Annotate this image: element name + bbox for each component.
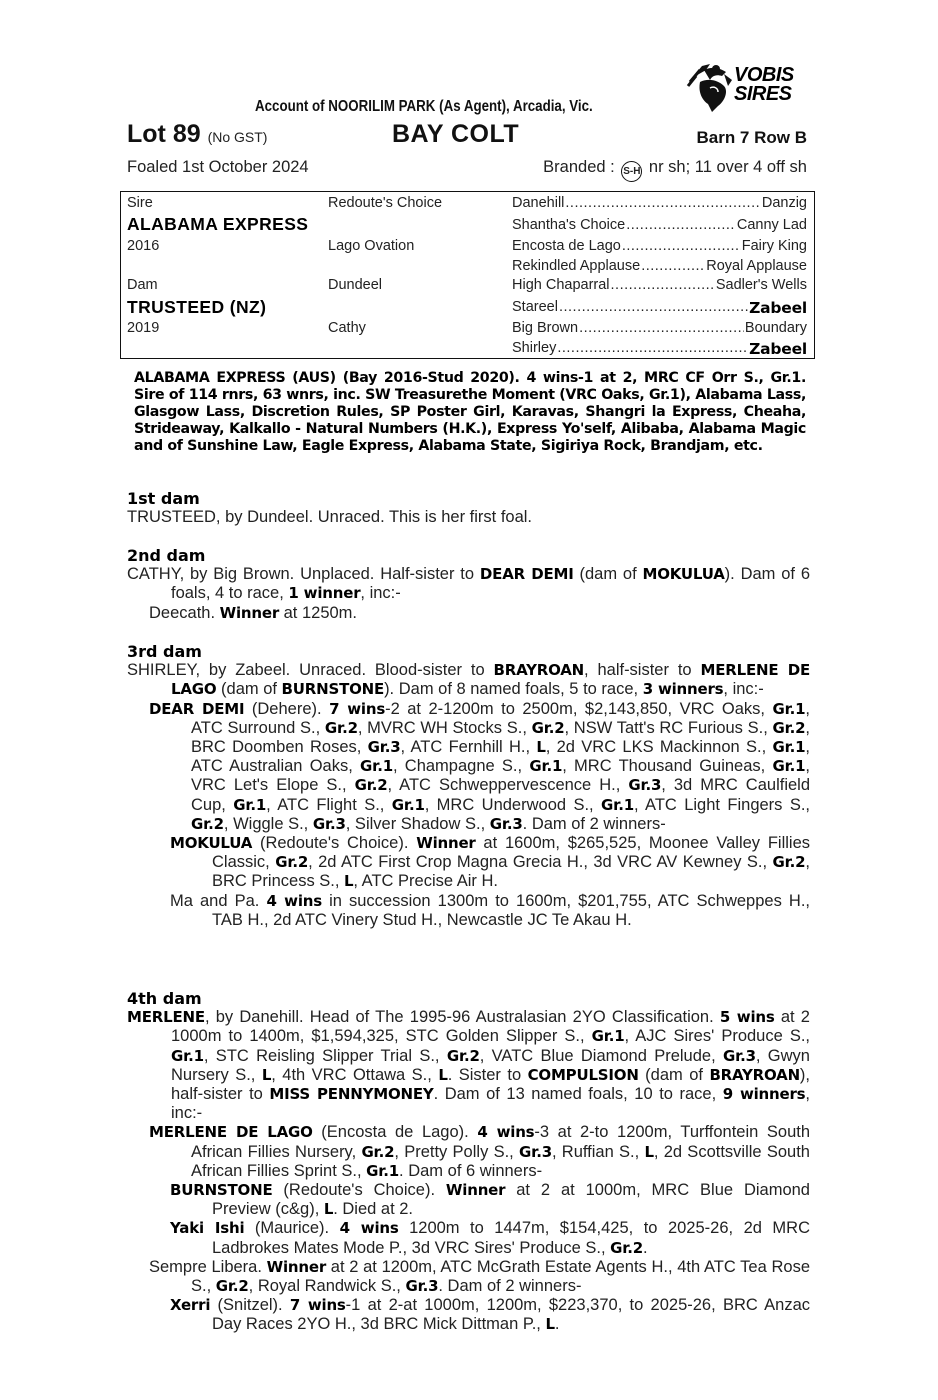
bold-run: MOKULUA bbox=[170, 834, 253, 853]
text-run: (Snitzel). bbox=[210, 1296, 290, 1315]
bold-run: Gr.1 bbox=[772, 757, 806, 776]
bold-run: Gr.1 bbox=[772, 699, 806, 718]
bold-run: Gr.1 bbox=[601, 795, 634, 814]
pedigree-table bbox=[120, 191, 815, 359]
grandparent-row: Shantha's Choice ..... Canny Lad bbox=[512, 217, 807, 233]
text-run: , Champagne S., bbox=[392, 757, 530, 776]
text-run: , ATC Flight S., bbox=[266, 795, 392, 814]
bold-run: Gr.2 bbox=[324, 718, 358, 737]
text-run: Deecath. bbox=[149, 603, 220, 622]
text-run: at 1250m. bbox=[279, 603, 358, 622]
section-heading: 2nd dam bbox=[127, 546, 206, 565]
gst-note: (No GST) bbox=[207, 129, 268, 145]
dam-year: 2019 bbox=[127, 320, 160, 336]
bold-run: Gr.1 bbox=[233, 795, 267, 814]
text-run: (Encosta de Lago). bbox=[312, 1123, 478, 1142]
bold-run: MISS PENNYMONEY bbox=[269, 1085, 434, 1104]
second-dam-text bbox=[127, 565, 810, 603]
bold-run: Gr.1 bbox=[360, 757, 393, 776]
text-run: Ma and Pa. bbox=[170, 891, 267, 910]
first-dam-section bbox=[127, 489, 810, 527]
bold-run: Gr.1 bbox=[591, 1027, 625, 1046]
progeny-entry bbox=[127, 834, 810, 892]
lot-header bbox=[127, 120, 807, 152]
text-run: in succession 1300m to 1600m, $201,755, ATC Schweppes H., TAB H., 2d ATC Vinery Stud H., Newcastle JC Te Akau H. bbox=[212, 891, 810, 929]
bold-run: Winner bbox=[416, 834, 476, 853]
bold-run: BURNSTONE bbox=[170, 1181, 273, 1200]
bold-run: 7 wins bbox=[329, 699, 386, 718]
text-run: . Dam of 13 named foals, 10 to race, bbox=[433, 1085, 723, 1104]
text-run: . Dam of 6 winners- bbox=[399, 1161, 543, 1180]
branded-detail: nr sh; 11 over 4 off sh bbox=[648, 158, 807, 176]
bold-run: Gr.3 bbox=[489, 814, 523, 833]
text-run: at 2 at 1200m, ATC McGrath Estate Agents H., 4th ATC Tea Rose S., bbox=[191, 1257, 810, 1296]
bold-run: 7 wins bbox=[289, 1296, 346, 1315]
text-run: 1200m to 1447m, $154,425, to 2025-26, 2d MRC Ladbrokes Mates Mode P., 3d VRC Sires' Produce S., bbox=[212, 1219, 810, 1257]
progeny-entry bbox=[127, 604, 810, 623]
sire-name: ALABAMA EXPRESS bbox=[127, 214, 309, 234]
grandparent-row: Danehill ..... Danzig bbox=[512, 195, 807, 211]
bold-run: Xerri bbox=[170, 1296, 211, 1315]
text-run: , MRC Thousand Guineas, bbox=[562, 757, 773, 776]
text-run: ). Dam of 6 foals, 4 to race, bbox=[171, 565, 810, 603]
horse-rider-icon bbox=[686, 60, 736, 115]
dam-name: TRUSTEED (NZ) bbox=[127, 297, 267, 317]
text-run: ). Dam of 8 named foals, 5 to race, bbox=[384, 680, 643, 699]
bold-run: L bbox=[344, 872, 354, 891]
sire-year: 2016 bbox=[127, 238, 160, 254]
section-heading: 4th dam bbox=[127, 989, 202, 1008]
text-run: , inc:- bbox=[171, 1085, 811, 1123]
text-run: -1 at 2-at 1000m, 1200m, $223,370, to 2025-26, BRC Anzac Day Races 2YO H., 3d BRC Mick Dittman P., bbox=[212, 1296, 810, 1334]
dam-dam: Cathy bbox=[328, 320, 366, 336]
grandparent-row: Stareel ..... Zabeel bbox=[512, 299, 807, 317]
progeny-entry bbox=[127, 700, 810, 834]
bold-run: Gr.3 bbox=[312, 814, 346, 833]
bold-run: Gr.2 bbox=[215, 1277, 249, 1296]
text-run: , 3d MRC Caulfield Cup, bbox=[191, 776, 810, 814]
text-run: , by Danehill. Head of The 1995-96 Australasian 2YO Classification. bbox=[204, 1008, 720, 1027]
text-run: , AJC Sires' Produce S., bbox=[624, 1027, 811, 1046]
bold-run: Gr.2 bbox=[361, 1142, 395, 1161]
lot-number bbox=[127, 120, 267, 149]
sire-dam: Lago Ovation bbox=[328, 238, 415, 254]
bold-run: Gr.1 bbox=[171, 1046, 204, 1065]
text-run: , Ruffian S., bbox=[551, 1142, 645, 1161]
text-run: CATHY, by Big Brown. Unplaced. Half-sister to bbox=[127, 565, 480, 584]
dam-label: Dam bbox=[127, 277, 158, 293]
bold-run: 5 wins bbox=[719, 1008, 775, 1027]
text-run: . bbox=[554, 1315, 560, 1334]
progeny-entry bbox=[127, 1258, 810, 1296]
text-run: , BRC Doomben Roses, bbox=[191, 718, 810, 757]
sire-summary: ALABAMA EXPRESS (AUS) (Bay 2016-Stud 2020). 4 wins-1 at 2, MRC CF Orr S., Gr.1. Sire of 114 rnrs, 63 wnrs, inc. SW Treasurethe Moment (VRC Oaks, Gr.1), Alabama Lass, Glasgow Lass, Discretion Rules, SP Poster Girl, Karavas, Shangri la Express, Cheaha, Strideaway, Kalkallo - Natural Numbers (H.K.), Express Yo'self, Alibaba, Alabama Magic and of Sunshine Law, Eagle Express, Alabama State, Sigiriya Rock, Brandjam, etc. bbox=[134, 370, 806, 454]
bold-run: Gr.1 bbox=[366, 1161, 400, 1180]
progeny-entry bbox=[127, 892, 810, 930]
grandparent-row: Big Brown ..... Boundary bbox=[512, 320, 807, 336]
text-run: , 2d Scottsville South African Fillies Sprint S., bbox=[191, 1142, 810, 1180]
sire-sire: Redoute's Choice bbox=[328, 195, 443, 211]
bold-run: L bbox=[261, 1065, 272, 1084]
bold-run: BRAYROAN bbox=[493, 661, 585, 680]
text-run: , Wiggle S., bbox=[223, 814, 313, 833]
dam-sire: Dundeel bbox=[328, 277, 383, 293]
text-run: , 4th VRC Ottawa S., bbox=[271, 1065, 439, 1084]
text-run: , VRC Let's Elope S., bbox=[191, 757, 810, 795]
bold-run: Gr.2 bbox=[772, 853, 806, 872]
third-dam-section bbox=[127, 642, 810, 930]
text-run: (Dehere). bbox=[244, 699, 330, 718]
text-run: . bbox=[643, 1238, 648, 1257]
logo-text-sires: SIRES bbox=[734, 83, 792, 105]
progeny-entry bbox=[127, 1296, 810, 1334]
text-run: . Dam of 2 winners- bbox=[522, 814, 666, 833]
text-run: , MVRC WH Stocks S., bbox=[357, 718, 532, 737]
text-run: , Royal Randwick S., bbox=[248, 1277, 406, 1296]
text-run: , NSW Tatt's RC Furious S., bbox=[564, 718, 773, 737]
text-run: . Dam of 2 winners- bbox=[438, 1277, 582, 1296]
text-run: at 1600m, $265,525, Moonee Valley Fillies Classic, bbox=[212, 834, 810, 872]
bold-run: Gr.2 bbox=[446, 1046, 480, 1065]
bold-run: MERLENE DE LAGO bbox=[171, 661, 810, 699]
bold-run: 4 wins bbox=[339, 1219, 399, 1238]
text-run: -3 at 2-to 1200m, Turffontein South African Fillies Nursery, bbox=[191, 1123, 811, 1161]
bold-run: BRAYROAN bbox=[709, 1065, 800, 1084]
text-run: , Gwyn Nursery S., bbox=[171, 1046, 810, 1084]
horse-description: BAY COLT bbox=[392, 120, 520, 148]
bold-run: 9 winners bbox=[722, 1085, 806, 1104]
foaled-date: Foaled 1st October 2024 bbox=[127, 158, 309, 176]
text-run: (Redoute's Choice). bbox=[252, 834, 417, 853]
text-run: (dam of bbox=[216, 680, 282, 699]
sire-label: Sire bbox=[127, 195, 153, 211]
barn-location: Barn 7 Row B bbox=[696, 128, 807, 147]
first-dam-text: TRUSTEED, by Dundeel. Unraced. This is her first foal. bbox=[127, 508, 533, 527]
text-run: . Died at 2. bbox=[333, 1200, 414, 1219]
text-run: -2 at 2-1200m to 2500m, $2,143,850, VRC Oaks, bbox=[385, 699, 773, 718]
bold-run: Gr.2 bbox=[531, 718, 565, 737]
bold-run: Winner bbox=[266, 1257, 327, 1276]
bold-run: Gr.2 bbox=[610, 1238, 644, 1257]
text-run: , Pretty Polly S., bbox=[394, 1142, 520, 1161]
bold-run: Winner bbox=[445, 1181, 506, 1200]
text-run: at 2 1000m to 1400m, $1,594,325, STC Golden Slipper S., bbox=[171, 1008, 810, 1046]
text-run: , inc:- bbox=[723, 680, 764, 699]
progeny-entry bbox=[127, 1181, 810, 1219]
text-run: , ATC Fernhill H., bbox=[400, 738, 537, 757]
vendor-account: Account of NOORILIM PARK (As Agent), Arcadia, Vic. bbox=[255, 98, 593, 115]
bold-run: Gr.2 bbox=[772, 718, 806, 737]
text-run: (dam of bbox=[638, 1065, 710, 1084]
logo-text-vobis: VOBIS bbox=[734, 64, 794, 86]
text-run: , VATC Blue Diamond Prelude, bbox=[479, 1046, 723, 1065]
text-run: , 2d VRC LKS Mackinnon S., bbox=[545, 738, 773, 757]
bold-run: Gr.3 bbox=[405, 1277, 439, 1296]
bold-run: L bbox=[545, 1315, 555, 1334]
bold-run: Winner bbox=[219, 603, 280, 622]
text-run: , MRC Underwood S., bbox=[424, 795, 602, 814]
text-run: , 2d ATC First Crop Magna Grecia H., 3d VRC AV Kewney S., bbox=[308, 853, 773, 872]
section-heading: 3rd dam bbox=[127, 642, 202, 661]
progeny-entry bbox=[127, 1123, 810, 1181]
foaling-row bbox=[127, 158, 807, 182]
text-run: , ATC Australian Oaks, bbox=[191, 738, 810, 776]
bold-run: L bbox=[323, 1200, 334, 1219]
bold-run: Yaki Ishi bbox=[170, 1219, 245, 1238]
bold-run: Gr.3 bbox=[367, 738, 401, 757]
grandparent-row: Rekindled Applause ..... Royal Applause bbox=[512, 258, 807, 274]
fourth-dam-text bbox=[127, 1008, 810, 1123]
bold-run: Gr.3 bbox=[519, 1142, 552, 1161]
bold-run: 4 wins bbox=[266, 891, 322, 910]
bold-run: MOKULUA bbox=[642, 565, 725, 584]
fourth-dam-section bbox=[127, 989, 810, 1335]
text-run: SHIRLEY, by Zabeel. Unraced. Blood-sister to bbox=[127, 661, 494, 680]
bold-run: L bbox=[438, 1065, 448, 1084]
vobis-sires-logo bbox=[686, 60, 818, 115]
bold-run: 3 winners bbox=[642, 680, 724, 699]
text-run: , inc:- bbox=[360, 584, 401, 603]
text-run: . Sister to bbox=[447, 1065, 528, 1084]
bold-run: L bbox=[644, 1142, 654, 1161]
bold-run: COMPULSION bbox=[527, 1065, 639, 1084]
bold-run: Gr.2 bbox=[354, 776, 388, 795]
text-run: , STC Reisling Slipper Trial S., bbox=[203, 1046, 447, 1065]
bold-run: Gr.3 bbox=[628, 776, 662, 795]
text-run: , ATC Light Fingers S., bbox=[633, 795, 811, 814]
progeny-entry bbox=[127, 1219, 810, 1257]
second-dam-section bbox=[127, 546, 810, 623]
bold-run: Gr.1 bbox=[391, 795, 425, 814]
bold-run: MERLENE DE LAGO bbox=[149, 1123, 313, 1142]
text-run: (Maurice). bbox=[244, 1219, 340, 1238]
text-run: ), half-sister to bbox=[171, 1065, 811, 1104]
bold-run: Gr.1 bbox=[772, 738, 806, 757]
bold-run: 1 winner bbox=[288, 584, 361, 603]
bold-run: MERLENE bbox=[127, 1008, 205, 1027]
grandparent-row: Shirley ..... Zabeel bbox=[512, 340, 807, 358]
text-run: , Silver Shadow S., bbox=[345, 814, 490, 833]
grandparent-row: Encosta de Lago ..... Fairy King bbox=[512, 238, 807, 254]
text-run: Sempre Libera. bbox=[149, 1257, 267, 1276]
bold-run: Gr.1 bbox=[529, 757, 563, 776]
text-run: , ATC Schweppervescence H., bbox=[387, 776, 629, 795]
text-run: at 2 at 1000m, MRC Blue Diamond Preview (c&g), bbox=[212, 1181, 810, 1219]
grandparent-row: High Chaparral ..... Sadler's Wells bbox=[512, 277, 807, 293]
text-run: , BRC Princess S., bbox=[212, 853, 811, 891]
text-run: , ATC Precise Air H. bbox=[353, 872, 498, 891]
bold-run: DEAR DEMI bbox=[479, 565, 574, 584]
third-dam-text bbox=[127, 661, 810, 699]
branded-label: Branded : bbox=[543, 158, 615, 176]
bold-run: BURNSTONE bbox=[281, 680, 385, 699]
bold-run: Gr.2 bbox=[275, 853, 309, 872]
text-run: , ATC Surround S., bbox=[191, 699, 810, 737]
bold-run: L bbox=[536, 738, 546, 757]
bold-run: Gr.3 bbox=[723, 1046, 756, 1065]
text-run: (dam of bbox=[573, 565, 643, 584]
text-run: , half-sister to bbox=[584, 661, 701, 680]
text-run: (Redoute's Choice). bbox=[272, 1181, 446, 1200]
lot-label: Lot 89 bbox=[127, 120, 201, 148]
section-heading: 1st dam bbox=[127, 489, 200, 508]
brand-info bbox=[543, 158, 807, 182]
bold-run: Gr.2 bbox=[191, 814, 224, 833]
brand-symbol-icon: S-H bbox=[621, 161, 642, 182]
bold-run: DEAR DEMI bbox=[149, 699, 245, 718]
bold-run: 4 wins bbox=[477, 1123, 535, 1142]
